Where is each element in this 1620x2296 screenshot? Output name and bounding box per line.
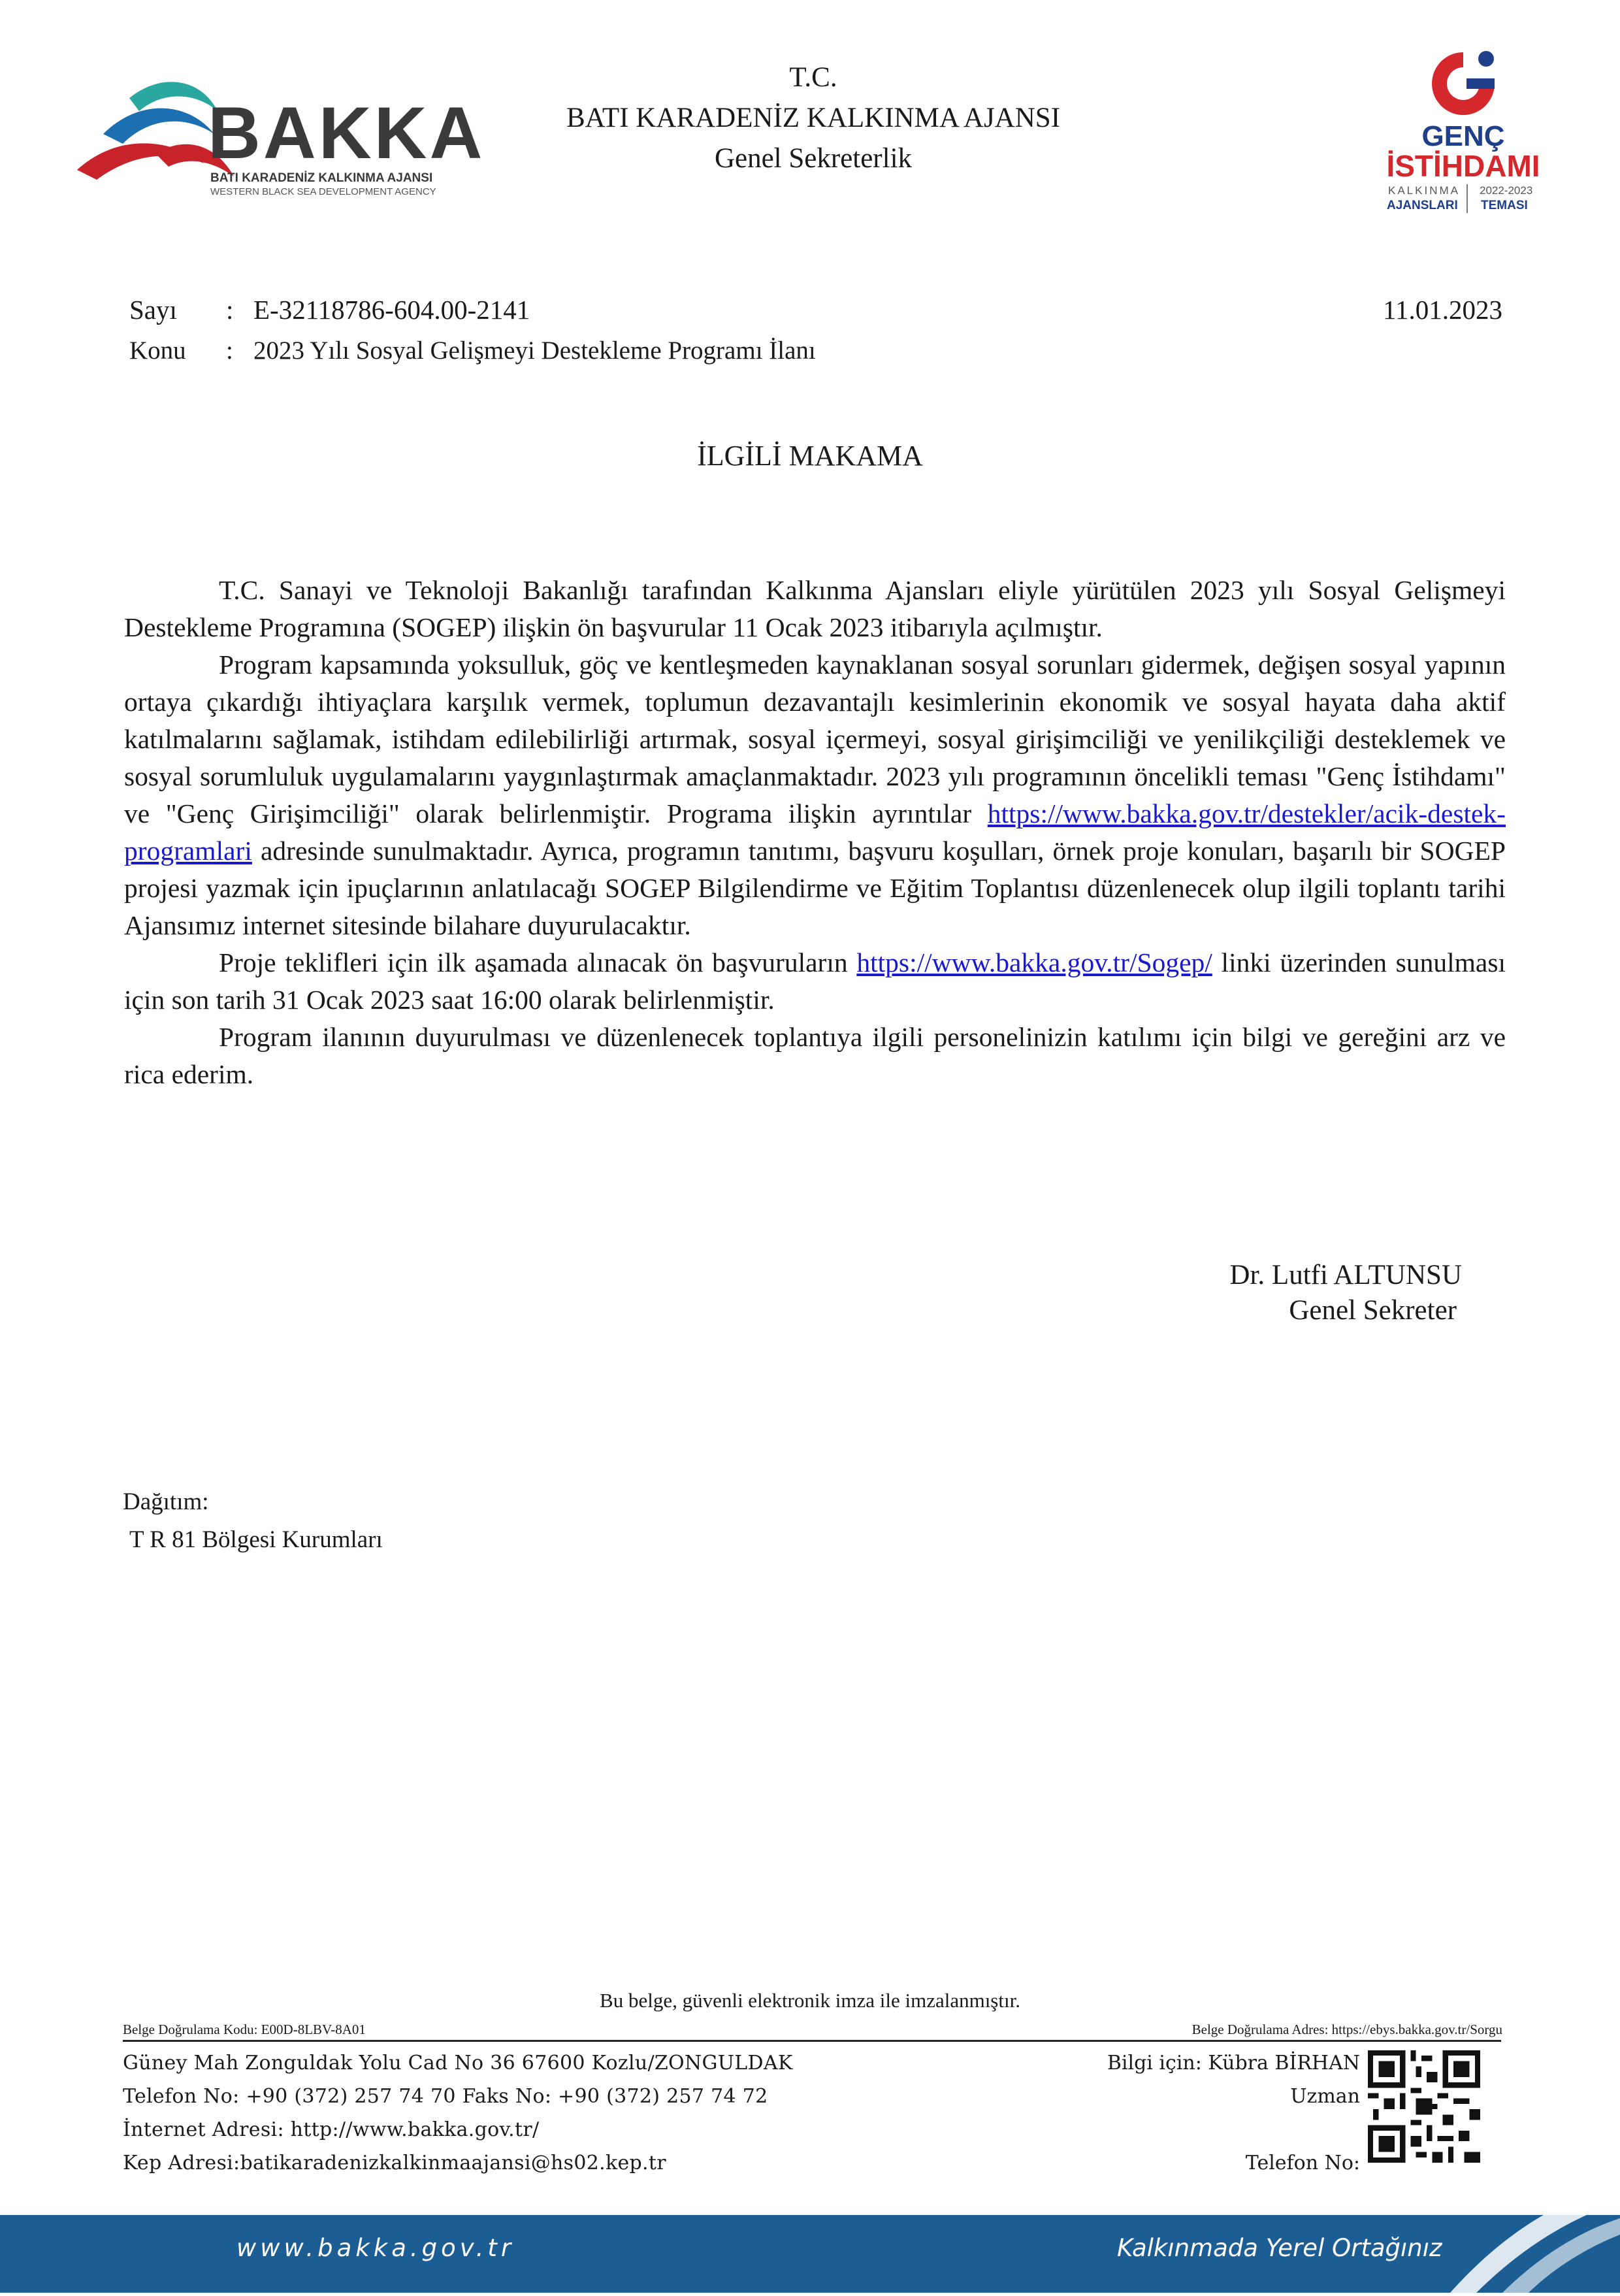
body-p2-text-after: adresinde sunulmaktadır. Ayrıca, programın tanıtımı, başvuru koşulları, örnek proje konuları, başarılı bir SOGEP projesi yazmak için ipuçlarının anlatılacağı SOGEP Bilgilendirme ve Eğitim Toplantısı düzenlenecek olup ilgili toplantı tarihi Ajansımız internet sitesinde bilahare duyurulacaktır.: [124, 836, 1506, 940]
meta-sayi-row: [129, 294, 530, 325]
distribution-label: Dağıtım:: [123, 1488, 209, 1515]
genc-logo-years: 2022-2023: [1480, 184, 1533, 197]
header-org-line2: BATI KARADENİZ KALKINMA AJANSI: [566, 103, 1061, 133]
swoosh-decoration-icon: [1424, 2156, 1620, 2293]
signatory-title: Genel Sekreter: [1289, 1295, 1457, 1326]
destek-programlari-link[interactable]: https://www.bakka.gov.tr/destekler/acik-destek-programlari: [124, 798, 1506, 866]
signatory-name: Dr. Lutfi ALTUNSU: [1229, 1260, 1462, 1290]
header-org-line1: T.C.: [789, 62, 837, 93]
body-paragraph-1: T.C. Sanayi ve Teknoloji Bakanlığı tarafından Kalkınma Ajansları eliyle yürütülen 2023 yılı Sosyal Gelişmeyi Destekleme Programına (SOGEP) ilişkin ön başvurular 11 Ocak 2023 itibarıyla açılmıştır.: [124, 575, 1506, 642]
konu-label: Konu: [129, 336, 186, 365]
sayi-separator: :: [226, 295, 234, 325]
gear-g-logo-icon: [1421, 44, 1506, 123]
footer-address: Güney Mah Zonguldak Yolu Cad No 36 67600 Kozlu/ZONGULDAK: [123, 2052, 793, 2075]
signature-block: [1229, 1258, 1462, 1328]
genc-logo-line3: KALKINMA: [1388, 184, 1460, 197]
meta-konu-row: [129, 336, 816, 365]
konu-separator: :: [226, 336, 233, 365]
body-paragraph-4: Program ilanının duyurulması ve düzenlenecek toplantıya ilgili personelinizin katılımı için bilgi ve gereğini arz ve rica ederim.: [124, 1022, 1506, 1089]
konu-value: 2023 Yılı Sosyal Gelişmeyi Destekleme Programı İlanı: [253, 336, 816, 365]
footer-info: [1107, 2046, 1360, 2180]
bakka-logo-name: BAKKA: [208, 92, 485, 174]
footer-info-phone: Telefon No:: [1245, 2152, 1360, 2174]
distribution-recipient: T R 81 Bölgesi Kurumları: [129, 1526, 383, 1553]
genc-logo-line1: GENÇ: [1421, 120, 1505, 152]
verification-address: Belge Doğrulama Adres: https://ebys.bakka.gov.tr/Sorgu: [1191, 2022, 1502, 2037]
body-paragraph-3: [124, 944, 1506, 1019]
body-p3-text-after: linki üzerinden sunulması için son tarih 31 Ocak 2023 saat 16:00 olarak belirlenmiştir.: [124, 947, 1506, 1015]
footer-contact: [123, 2046, 793, 2180]
header-titles: [431, 57, 1195, 179]
footer-divider: [123, 2040, 1501, 2042]
genc-istihdami-logo: [1369, 44, 1558, 221]
genc-logo-theme: TEMASI: [1481, 199, 1528, 212]
bakka-logo-subtitle-en: WESTERN BLACK SEA DEVELOPMENT AGENCY: [210, 186, 436, 197]
body-paragraph-2: [124, 646, 1506, 944]
footer-website: İnternet Adresi: http://www.bakka.gov.tr/: [123, 2118, 540, 2141]
document-date: 11.01.2023: [1383, 295, 1502, 325]
qr-code-icon: [1368, 2050, 1480, 2163]
verification-code: Belge Doğrulama Kodu: E00D-8LBV-8A01: [123, 2022, 366, 2037]
esign-note: Bu belge, güvenli elektronik imza ile imzalanmıştır.: [600, 1989, 1020, 2012]
genc-logo-line2: İSTİHDAMI: [1386, 149, 1540, 183]
body-p2-text-before: Program kapsamında yoksulluk, göç ve kentleşmeden kaynaklanan sosyal sorunları gidermek, değişen sosyal yapının ortaya çıkardığı ihtiyaçlara karşılık vermek, toplumun dezavantajlı kesimlerinin ekonomik ve sosyal hayata daha aktif katılmalarını sağlamak, istihdam edilebilirliği artırmak, sosyal içermeyi, sosyal girişimciliği ve yenilikçiliği desteklemek ve sosyal sorumluluk uygulamalarını yaygınlaştırmak amaçlanmaktadır. 2023 yılı programının öncelikli teması "Genç İstihdamı" ve "Genç Girişimciliği" olarak belirlenmiştir. Programa ilişkin ayrıntılar: [124, 649, 1506, 828]
footer-phone-fax: Telefon No: +90 (372) 257 74 70 Faks No: +90 (372) 257 74 72: [123, 2085, 768, 2108]
bakka-logo: [77, 72, 485, 203]
footer-kep: Kep Adresi:batikaradenizkalkinmaajansi@hs02.kep.tr: [123, 2152, 666, 2174]
band-slogan: Kalkınmada Yerel Ortağınız: [1117, 2234, 1442, 2262]
header-org-line3: Genel Sekreterlik: [714, 143, 913, 174]
addressee: İLGİLİ MAKAMA: [697, 440, 923, 472]
bakka-logo-subtitle-tr: BATI KARADENİZ KALKINMA AJANSI: [210, 171, 433, 185]
sogep-link[interactable]: https://www.bakka.gov.tr/Sogep/: [856, 947, 1212, 977]
genc-logo-divider: [1466, 184, 1468, 213]
genc-logo-line4: AJANSLARI: [1387, 199, 1458, 212]
footer-info-contact: Bilgi için: Kübra BİRHAN: [1107, 2052, 1360, 2075]
footer-info-title: Uzman: [1290, 2085, 1360, 2108]
sayi-label: Sayı: [129, 295, 177, 325]
letter-body: [124, 572, 1506, 1093]
sayi-value: E-32118786-604.00-2141: [253, 295, 530, 325]
distribution-block: [123, 1483, 383, 1559]
body-p3-text-before: Proje teklifleri için ilk aşamada alınacak ön başvuruların: [219, 947, 857, 977]
band-website: www.bakka.gov.tr: [236, 2234, 515, 2262]
